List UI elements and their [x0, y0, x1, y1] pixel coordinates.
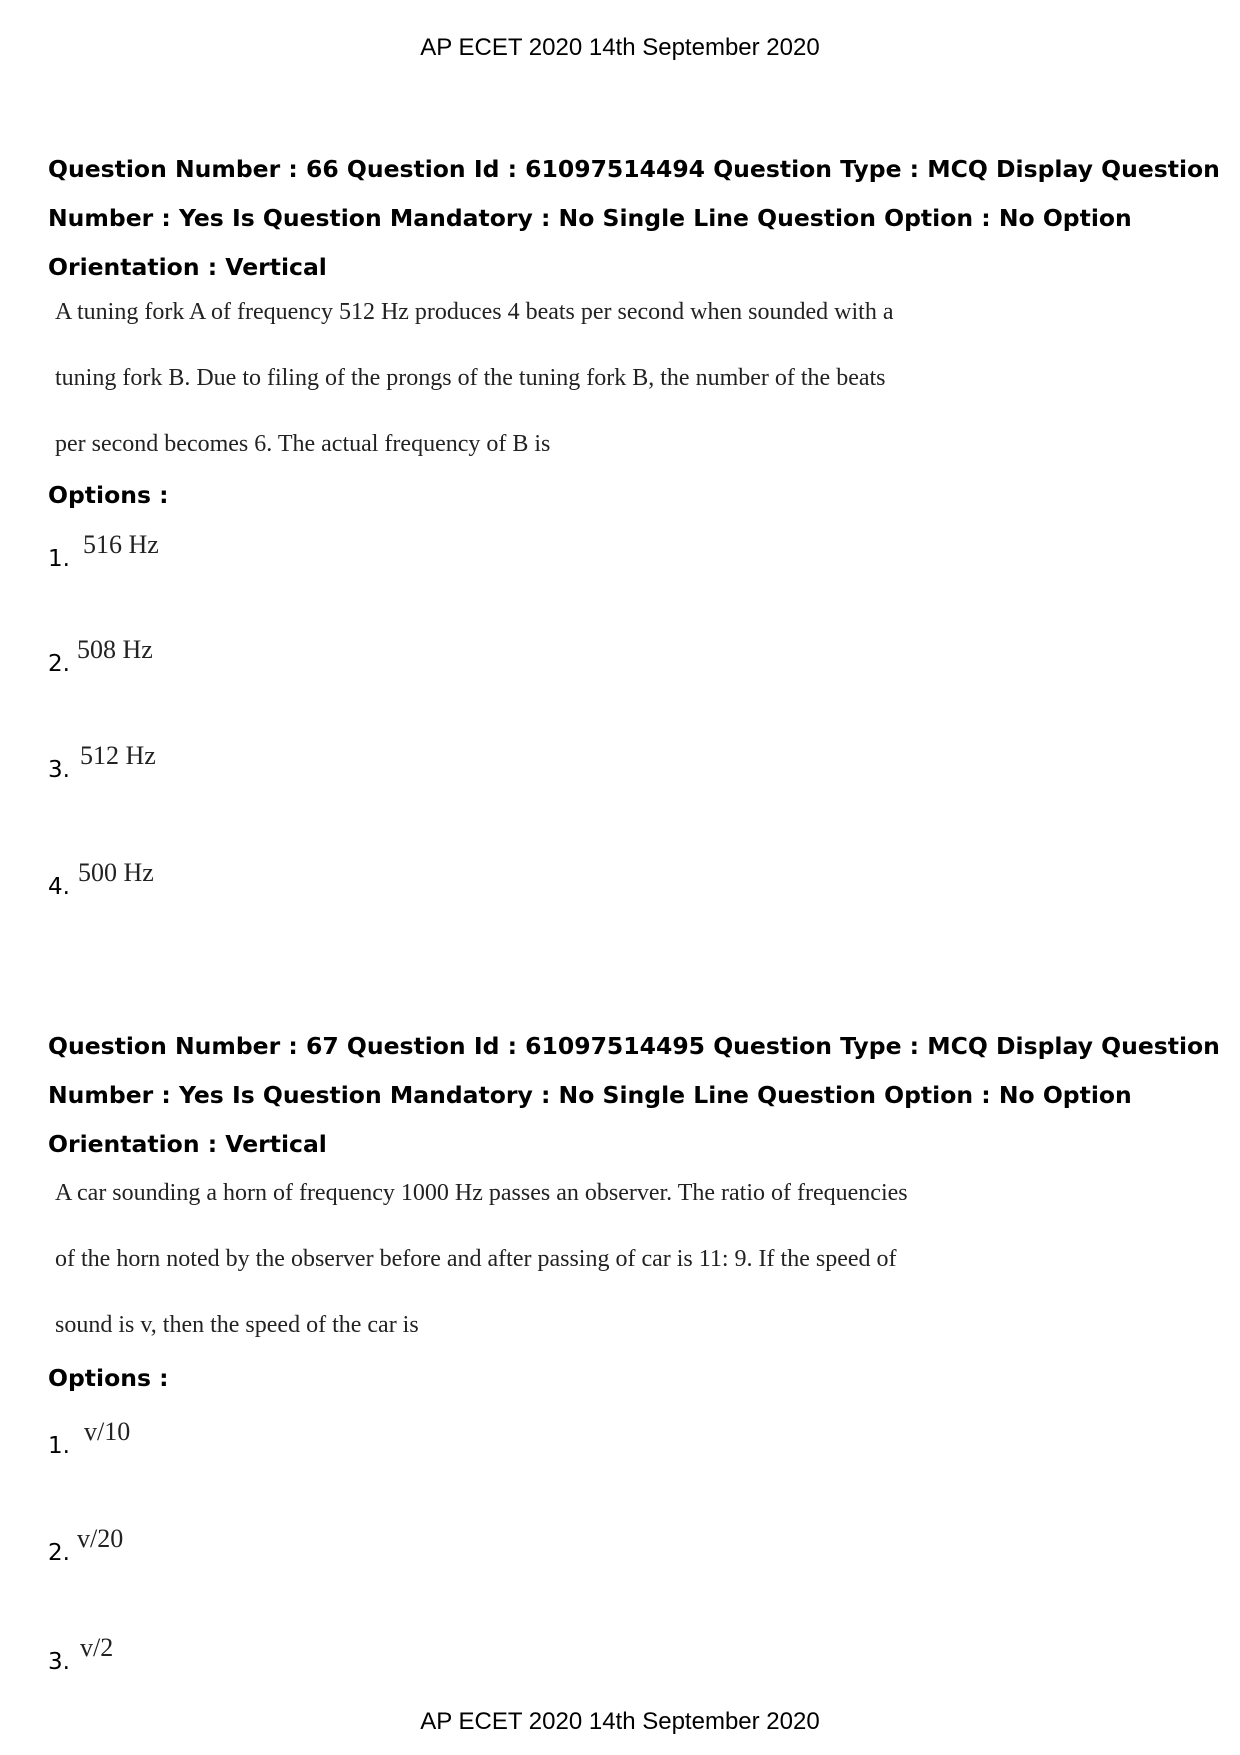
question-66-text: [55, 279, 893, 477]
option-number: 2.: [48, 1540, 70, 1566]
option-number: 1.: [48, 546, 70, 572]
question-text-line: A tuning fork A of frequency 512 Hz produces 4 beats per second when sounded with a: [55, 299, 894, 325]
question-text-line: of the horn noted by the observer before and after passing of car is 11: 9. If the speed of: [55, 1246, 897, 1272]
options-label: Options :: [48, 1364, 169, 1392]
question-text-line: per second becomes 6. The actual frequency of B is: [55, 431, 551, 457]
option-value: 512 Hz: [80, 741, 156, 770]
option-number: 1.: [48, 1433, 70, 1459]
question-text-line: A car sounding a horn of frequency 1000 Hz passes an observer. The ratio of frequencies: [55, 1180, 908, 1206]
question-66-metadata: [48, 145, 1220, 292]
question-meta-line: Orientation : Vertical: [48, 1130, 327, 1158]
option-value: 516 Hz: [83, 530, 159, 559]
option-value: v/10: [84, 1417, 131, 1446]
question-text-line: sound is v, then the speed of the car is: [55, 1312, 419, 1338]
question-meta-line: Number : Yes Is Question Mandatory : No Single Line Question Option : No Option: [48, 204, 1132, 232]
option-value: 508 Hz: [77, 635, 153, 664]
page-footer: AP ECET 2020 14th September 2020: [420, 1708, 820, 1735]
question-text-line: tuning fork B. Due to filing of the prongs of the tuning fork B, the number of the beats: [55, 365, 886, 391]
question-meta-line: Orientation : Vertical: [48, 253, 327, 281]
option-value: v/20: [77, 1524, 124, 1553]
question-meta-line: Question Number : 67 Question Id : 61097514495 Question Type : MCQ Display Question: [48, 1032, 1220, 1060]
question-meta-line: Number : Yes Is Question Mandatory : No Single Line Question Option : No Option: [48, 1081, 1132, 1109]
option-value: 500 Hz: [78, 858, 154, 887]
option-number: 3.: [48, 757, 70, 783]
question-meta-line: Question Number : 66 Question Id : 61097514494 Question Type : MCQ Display Question: [48, 155, 1220, 183]
option-value: v/2: [80, 1633, 114, 1662]
page-header: AP ECET 2020 14th September 2020: [420, 34, 820, 61]
option-number: 4.: [48, 874, 70, 900]
question-67-text: [55, 1160, 908, 1358]
question-67-metadata: [48, 1022, 1220, 1169]
options-label: Options :: [48, 481, 169, 509]
option-number: 3.: [48, 1649, 70, 1675]
option-number: 2.: [48, 651, 70, 677]
